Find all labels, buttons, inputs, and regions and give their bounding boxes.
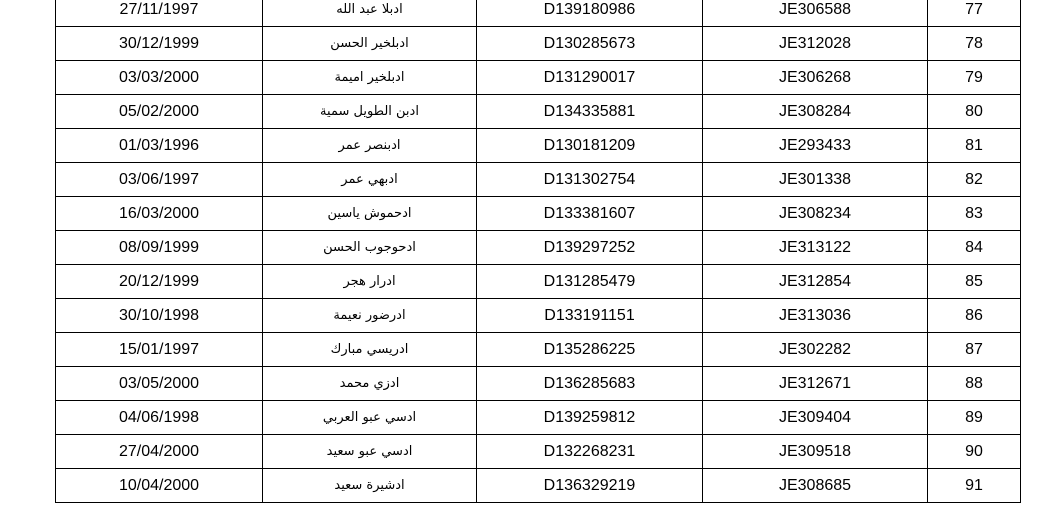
table-row — [56, 61, 1021, 95]
full-name-cell: ادبلا عبد الله — [263, 0, 477, 27]
table-row — [56, 231, 1021, 265]
birth-date-cell: 20/12/1999 — [56, 265, 263, 299]
student-code-cell: JE306588 — [703, 0, 928, 27]
full-name-cell: ادبلخير الحسن — [263, 27, 477, 61]
table-row — [56, 163, 1021, 197]
student-code-cell: JE309404 — [703, 401, 928, 435]
birth-date-cell: 03/03/2000 — [56, 61, 263, 95]
id-card-cell: D132268231 — [477, 435, 703, 469]
table-row — [56, 401, 1021, 435]
id-card-cell: D139259812 — [477, 401, 703, 435]
full-name-cell: ادبن الطويل سمية — [263, 95, 477, 129]
birth-date-cell: 03/05/2000 — [56, 367, 263, 401]
student-code-cell: JE312671 — [703, 367, 928, 401]
full-name-cell: ادرار هجر — [263, 265, 477, 299]
birth-date-cell: 10/04/2000 — [56, 469, 263, 503]
row-number-cell: 82 — [928, 163, 1021, 197]
student-code-cell: JE302282 — [703, 333, 928, 367]
student-code-cell: JE309518 — [703, 435, 928, 469]
row-number-cell: 91 — [928, 469, 1021, 503]
student-code-cell: JE312854 — [703, 265, 928, 299]
table-row — [56, 265, 1021, 299]
student-code-cell: JE308284 — [703, 95, 928, 129]
id-card-cell: D130181209 — [477, 129, 703, 163]
student-code-cell: JE313036 — [703, 299, 928, 333]
table-row — [56, 435, 1021, 469]
row-number-cell: 78 — [928, 27, 1021, 61]
id-card-cell: D133191151 — [477, 299, 703, 333]
table-row — [56, 129, 1021, 163]
full-name-cell: ادبلخير اميمة — [263, 61, 477, 95]
id-card-cell: D139297252 — [477, 231, 703, 265]
student-code-cell: JE293433 — [703, 129, 928, 163]
student-code-cell: JE306268 — [703, 61, 928, 95]
table-row — [56, 27, 1021, 61]
table-row — [56, 197, 1021, 231]
id-card-cell: D139180986 — [477, 0, 703, 27]
student-code-cell: JE312028 — [703, 27, 928, 61]
id-card-cell: D136329219 — [477, 469, 703, 503]
student-code-cell: JE301338 — [703, 163, 928, 197]
full-name-cell: ادشيرة سعيد — [263, 469, 477, 503]
id-card-cell: D135286225 — [477, 333, 703, 367]
table-row — [56, 469, 1021, 503]
birth-date-cell: 16/03/2000 — [56, 197, 263, 231]
birth-date-cell: 30/10/1998 — [56, 299, 263, 333]
birth-date-cell: 27/11/1997 — [56, 0, 263, 27]
table-row — [56, 95, 1021, 129]
student-code-cell: JE313122 — [703, 231, 928, 265]
row-number-cell: 86 — [928, 299, 1021, 333]
id-card-cell: D131302754 — [477, 163, 703, 197]
full-name-cell: ادبهي عمر — [263, 163, 477, 197]
row-number-cell: 83 — [928, 197, 1021, 231]
birth-date-cell: 15/01/1997 — [56, 333, 263, 367]
row-number-cell: 87 — [928, 333, 1021, 367]
birth-date-cell: 27/04/2000 — [56, 435, 263, 469]
full-name-cell: ادسي عبو سعيد — [263, 435, 477, 469]
id-card-cell: D131290017 — [477, 61, 703, 95]
birth-date-cell: 04/06/1998 — [56, 401, 263, 435]
row-number-cell: 79 — [928, 61, 1021, 95]
full-name-cell: ادسي عبو العربي — [263, 401, 477, 435]
table-row — [56, 367, 1021, 401]
row-number-cell: 85 — [928, 265, 1021, 299]
birth-date-cell: 08/09/1999 — [56, 231, 263, 265]
id-card-cell: D131285479 — [477, 265, 703, 299]
row-number-cell: 89 — [928, 401, 1021, 435]
row-number-cell: 84 — [928, 231, 1021, 265]
student-code-cell: JE308234 — [703, 197, 928, 231]
table-row — [56, 0, 1021, 27]
id-card-cell: D130285673 — [477, 27, 703, 61]
full-name-cell: ادزي محمد — [263, 367, 477, 401]
table-row — [56, 333, 1021, 367]
full-name-cell: ادريسي مبارك — [263, 333, 477, 367]
birth-date-cell: 03/06/1997 — [56, 163, 263, 197]
full-name-cell: ادرضور نعيمة — [263, 299, 477, 333]
roster-table — [55, 0, 1021, 503]
full-name-cell: ادبنصر عمر — [263, 129, 477, 163]
full-name-cell: ادحوجوب الحسن — [263, 231, 477, 265]
table-row — [56, 299, 1021, 333]
id-card-cell: D133381607 — [477, 197, 703, 231]
birth-date-cell: 01/03/1996 — [56, 129, 263, 163]
row-number-cell: 77 — [928, 0, 1021, 27]
birth-date-cell: 05/02/2000 — [56, 95, 263, 129]
row-number-cell: 88 — [928, 367, 1021, 401]
row-number-cell: 81 — [928, 129, 1021, 163]
id-card-cell: D136285683 — [477, 367, 703, 401]
row-number-cell: 90 — [928, 435, 1021, 469]
id-card-cell: D134335881 — [477, 95, 703, 129]
student-code-cell: JE308685 — [703, 469, 928, 503]
full-name-cell: ادحموش ياسين — [263, 197, 477, 231]
birth-date-cell: 30/12/1999 — [56, 27, 263, 61]
row-number-cell: 80 — [928, 95, 1021, 129]
